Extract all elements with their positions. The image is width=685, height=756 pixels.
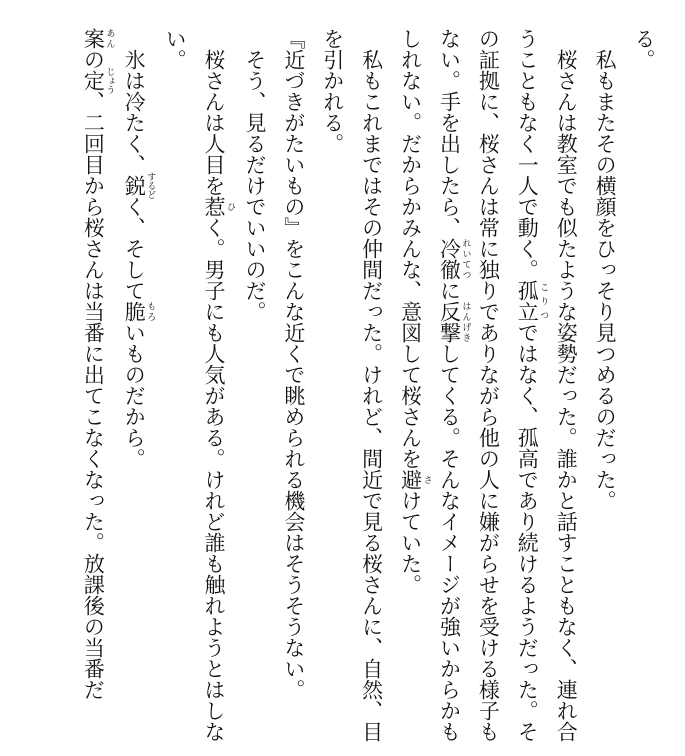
ruby-base: 鋭 [122,172,147,199]
ruby-base: 案 [81,28,106,49]
text-run: いものだから。 [122,322,147,469]
ruby-reading: あん [104,28,115,49]
paragraph [235,28,274,750]
ruby-reading: するど [145,172,156,199]
ruby-reading: さ [421,469,432,490]
ruby-reading: もろ [145,301,156,322]
paragraph [73,28,114,750]
text-run: けていた。 [398,490,423,595]
ruby-base: 脆 [122,301,147,322]
text-run: に [437,280,462,301]
ruby-reading: れいてつ [460,238,471,280]
text-run: 桜さんは教室でも似たような姿勢だった。誰かと話すこともなく、連れ合うこともなく一人で動く。 [515,28,579,742]
ruby-base: 避 [398,469,423,490]
text-run: 桜さんは人目を [202,49,227,196]
ruby-word [122,301,156,322]
ruby-base: 冷徹 [437,238,462,280]
vertical-text-page [8,28,663,750]
text-run: 私もこれまではその仲間だった。けれど、間近で見る桜さんに、自然、目を引かれる。 [320,28,384,742]
ruby-word [202,196,236,217]
text-run: 氷は冷たく、 [122,49,147,175]
paragraph [155,28,235,750]
text-run: ではなく、孤高であり続けるようだった。その証拠に、桜さんは常に独りでありながら他の人に嫌がらせを受ける様子もない。手を出したら、 [437,28,540,742]
ruby-word [81,28,115,49]
ruby-word [437,238,471,280]
ruby-word [122,172,156,199]
ruby-reading: はんげき [460,301,471,343]
text-run: 『近づきがたいもの』をこんな近くで眺められる機会はそうそうない。 [281,28,306,700]
ruby-word [515,280,549,322]
ruby-base: 定 [81,67,106,94]
ruby-word [398,469,432,490]
ruby-reading: こりつ [538,280,549,322]
ruby-base: 反撃 [437,301,462,343]
text-run: く、そして [122,196,147,301]
ruby-reading: ひ [225,196,236,217]
text-run: の [81,49,106,70]
text-run: そう、見るだけでいいのだ。 [242,49,267,322]
paragraph [585,28,624,750]
paragraph [624,28,663,750]
text-run: く。男子にも人気がある。けれど誰も触れようとはしない。 [163,28,227,742]
text-run: 、二回目から桜さんは当番に出てこなくなった。放課後の当番だ [81,91,106,700]
text-run: 私もまたその横顔をひっそり見つめるのだった。 [593,49,618,511]
paragraph [391,28,586,750]
paragraph [274,28,313,750]
ruby-base: 惹 [202,196,227,217]
ruby-reading: じょう [104,67,115,94]
paragraph [114,28,155,750]
text-run: る。 [632,28,656,70]
ruby-word [81,67,115,94]
ruby-word [437,301,471,343]
paragraph [313,28,391,750]
ruby-base: 孤立 [515,280,540,322]
text-run: してくる。そんなイメージが強いからかもしれない。だからかみんな、意図して桜さんを [398,28,462,742]
